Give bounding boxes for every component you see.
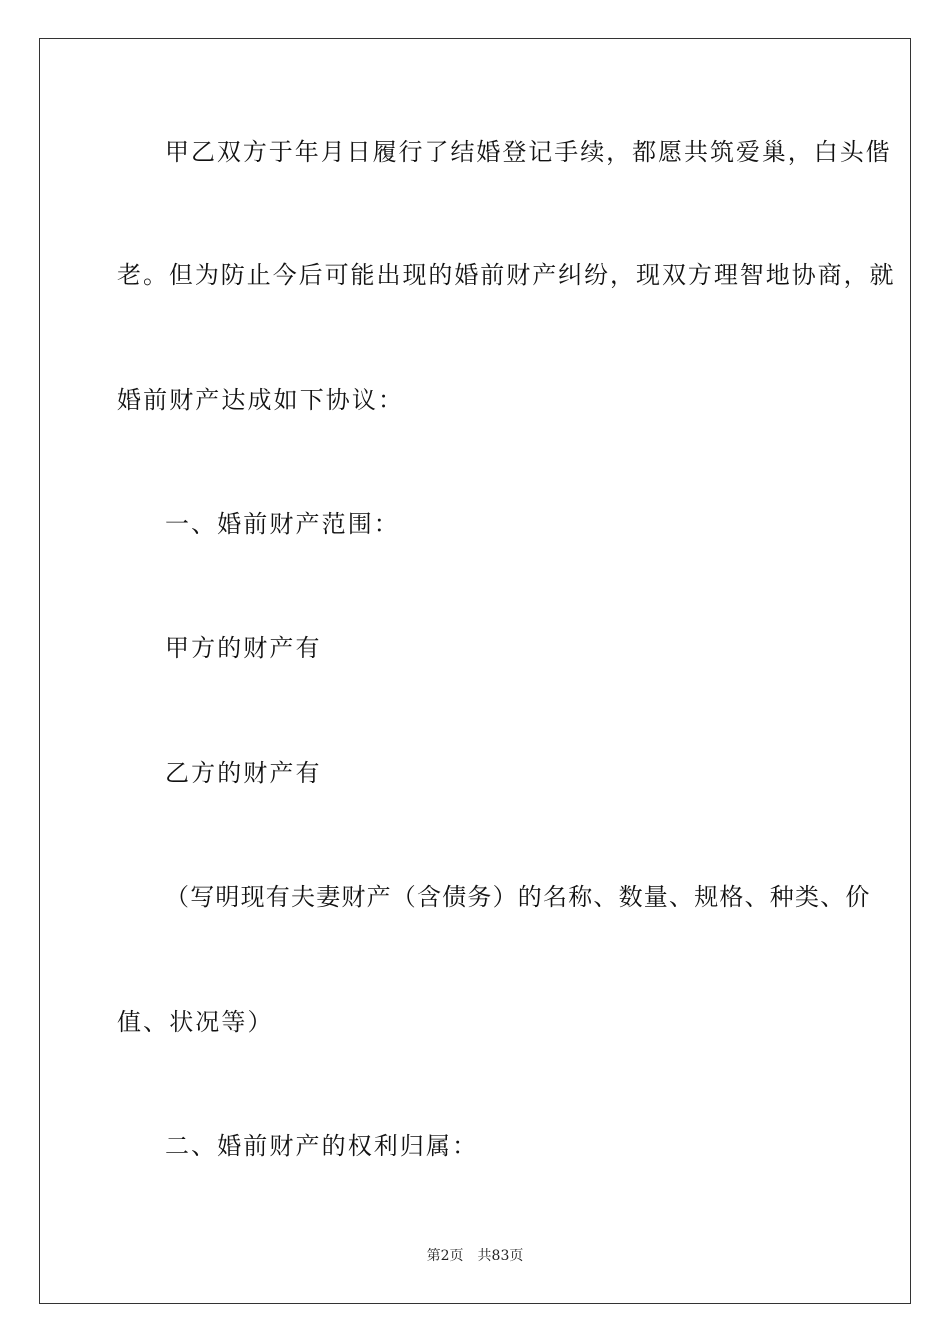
paragraph-intro-line-2: 老。但为防止今后可能出现的婚前财产纠纷，现双方理智地协商，就 <box>117 261 896 289</box>
page-border <box>39 38 911 1304</box>
page-total: 共83页 <box>477 1248 524 1264</box>
paragraph-intro-line-3: 婚前财产达成如下协议： <box>117 386 405 414</box>
section-heading-1: 一、婚前财产范围： <box>165 510 400 538</box>
page-footer <box>0 1247 950 1265</box>
paragraph-intro-line-1: 甲乙双方于年月日履行了结婚登记手续，都愿共筑爱巢，白头偕 <box>165 138 892 166</box>
section-heading-2: 二、婚前财产的权利归属： <box>165 1132 479 1160</box>
page-number: 第2页 <box>426 1248 464 1264</box>
party-a-property: 甲方的财产有 <box>165 634 322 662</box>
property-note-line-1: （写明现有夫妻财产（含债务）的名称、数量、规格、种类、价 <box>165 883 871 911</box>
property-note-line-2: 值、状况等） <box>117 1008 274 1036</box>
party-b-property: 乙方的财产有 <box>165 759 322 787</box>
